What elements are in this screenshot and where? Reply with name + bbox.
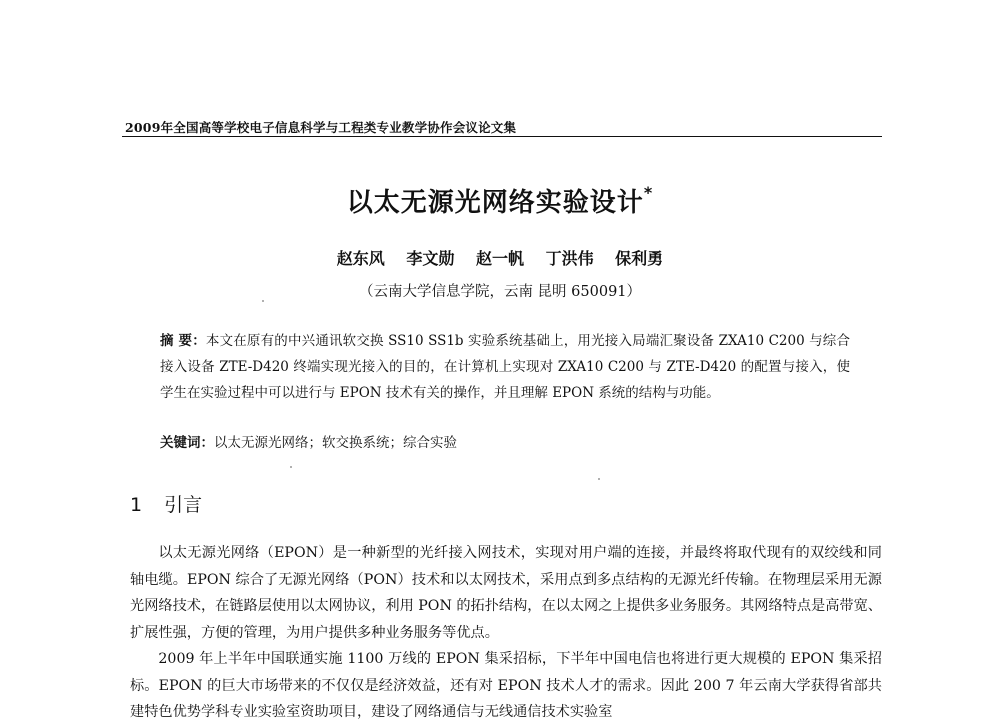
scan-speck <box>262 300 264 302</box>
affiliation: （云南大学信息学院，云南 昆明 650091） <box>358 284 642 300</box>
keywords-label: 关键词： <box>160 435 214 451</box>
section-heading <box>130 490 202 517</box>
author: 丁洪伟 <box>545 249 594 268</box>
abstract-label: 摘 要： <box>160 333 206 349</box>
author-list <box>0 246 1000 269</box>
abstract <box>160 328 850 406</box>
author: 赵东风 <box>336 249 385 268</box>
scan-speck <box>290 466 292 468</box>
author: 赵一帆 <box>475 249 524 268</box>
paper-title-text: 以太无源光网络实验设计 <box>346 188 644 218</box>
section-number: 1 <box>130 494 143 516</box>
title-footnote-mark: * <box>643 183 654 203</box>
keywords-text: 以太无源光网络；软交换系统；综合实验 <box>214 435 457 451</box>
header-rule <box>122 136 882 137</box>
body-paragraph: 以太无源光网络（EPON）是一种新型的光纤接入网技术，实现对用户端的连接，并最终将取代现有的双绞线和同轴电缆。EPON 综合了无源光网络（PON）技术和以太网技术，采用点到多点结构的无源光纤传输。在物理层采用无源光网络技术，在链路层使用以太网协议，利用 PON 的拓扑结构，在以太网之上提供多业务服务。其网络特点是高带宽、扩展性强，方便的管理，为用户提供多种业务服务等优点。 <box>130 545 882 641</box>
section-body <box>130 540 882 726</box>
keywords <box>160 430 850 456</box>
body-paragraph: 2009 年上半年中国联通实施 1100 万线的 EPON 集采招标，下半年中国电信也将进行更大规模的 EPON 集采招标。EPON 的巨大市场带来的不仅仅是经济效益，还有对 EPON 技术人才的需求。因此 200 7 年云南大学获得省部共建特色优势学科专业实验室资助项目，建设了网络通信与无线通信技术实验室 <box>130 651 882 720</box>
running-header: 2009年全国高等学校电子信息科学与工程类专业教学协作会议论文集 <box>125 120 517 135</box>
author: 李文勋 <box>406 249 455 268</box>
section-title: 引言 <box>164 494 203 516</box>
paper-title <box>0 182 1000 219</box>
author: 保利勇 <box>615 249 664 268</box>
abstract-text: 本文在原有的中兴通讯软交换 SS10 SS1b 实验系统基础上，用光接入局端汇聚设备 ZXA10 C200 与综合接入设备 ZTE-D420 终端实现光接入的目的，在计算机上实现对 ZXA10 C200 与 ZTE-D420 的配置与接入，使学生在实验过程中可以进行与 EPON 技术有关的操作，并且理解 EPON 系统的结构与功能。 <box>160 333 850 401</box>
scan-speck <box>598 478 600 480</box>
